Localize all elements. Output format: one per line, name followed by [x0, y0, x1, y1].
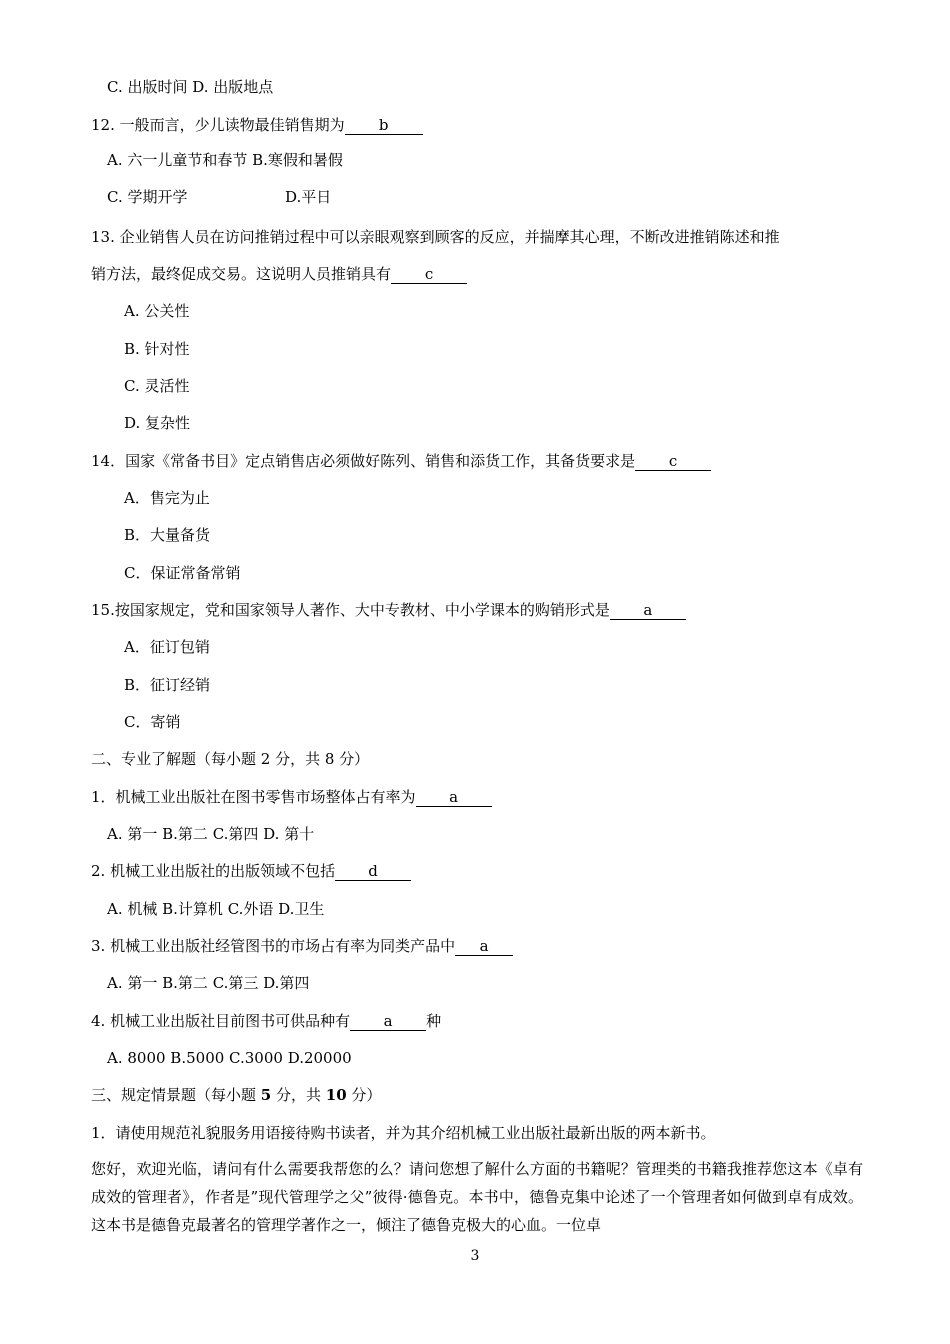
q13-answer: c — [391, 265, 467, 284]
q12-text: 12. 一般而言，少儿读物最佳销售期为 — [91, 116, 345, 134]
q11-option-cd: C. 出版时间 D. 出版地点 — [107, 78, 274, 96]
sec3-post: 分） — [346, 1086, 382, 1104]
s2-q2-options: A. 机械 B.计算机 C.外语 D.卫生 — [107, 900, 325, 918]
q14-option-b: B．大量备货 — [124, 526, 211, 544]
s2-q1-stem — [91, 787, 492, 807]
q14-text: 14．国家《常备书目》定点销售店必须做好陈列、销售和添货工作，其备货要求是 — [91, 452, 636, 470]
s2-q1-answer: a — [416, 788, 492, 807]
sec3-pre: 三、规定情景题（每小题 — [91, 1086, 261, 1104]
s2-q1-options: A. 第一 B.第二 C.第四 D. 第十 — [107, 825, 315, 843]
q15-option-b: B．征订经销 — [124, 676, 211, 694]
sec3-mid: 分，共 — [271, 1086, 326, 1104]
q13-option-b: B. 针对性 — [124, 340, 190, 358]
q12-stem — [91, 115, 423, 135]
section-3-heading — [91, 1085, 381, 1105]
q14-stem — [91, 451, 711, 471]
q12-option-ab: A. 六一儿童节和春节 B.寒假和暑假 — [107, 151, 343, 169]
sec3-total: 10 — [325, 1086, 347, 1104]
q15-stem — [91, 600, 686, 620]
q13-option-a: A. 公关性 — [124, 302, 190, 320]
q14-option-c: C．保证常备常销 — [124, 564, 241, 582]
s3-q1-stem: 1．请使用规范礼貌服务用语接待购书读者，并为其介绍机械工业出版社最新出版的两本新书。 — [91, 1124, 716, 1142]
q12-option-d: D.平日 — [285, 188, 332, 206]
s2-q4-options: A. 8000 B.5000 C.3000 D.20000 — [107, 1049, 352, 1067]
s2-q3-text: 3. 机械工业出版社经管图书的市场占有率为同类产品中 — [91, 937, 456, 955]
s2-q4-suffix: 种 — [426, 1012, 442, 1030]
s2-q1-text: 1．机械工业出版社在图书零售市场整体占有率为 — [91, 788, 416, 806]
q12-answer: b — [345, 116, 423, 135]
q15-option-a: A．征订包销 — [124, 638, 210, 656]
s2-q2-stem — [91, 861, 411, 881]
q13-option-c: C. 灵活性 — [124, 377, 190, 395]
q14-option-a: A．售完为止 — [124, 489, 210, 507]
page-number: 3 — [470, 1248, 480, 1264]
q15-answer: a — [610, 601, 686, 620]
s2-q4-answer: a — [350, 1012, 426, 1031]
s2-q3-options: A. 第一 B.第二 C.第三 D.第四 — [107, 974, 310, 992]
sec3-points: 5 — [260, 1086, 272, 1104]
s2-q3-stem — [91, 936, 513, 956]
q13-option-d: D. 复杂性 — [124, 414, 191, 432]
q15-text: 15.按国家规定，党和国家领导人著作、大中专教材、中小学课本的购销形式是 — [91, 601, 610, 619]
s2-q4-text: 4. 机械工业出版社目前图书可供品种有 — [91, 1012, 351, 1030]
q14-answer: c — [635, 452, 711, 471]
q12-option-c: C. 学期开学 — [107, 188, 188, 206]
q13-stem-1: 13. 企业销售人员在访问推销过程中可以亲眼观察到顾客的反应，并揣摩其心理，不断改进推销陈述和推 — [91, 228, 780, 246]
s2-q3-answer: a — [455, 937, 513, 956]
q13-text: 销方法，最终促成交易。这说明人员推销具有 — [91, 265, 392, 283]
s2-q2-text: 2. 机械工业出版社的出版领域不包括 — [91, 862, 336, 880]
q13-stem-2 — [91, 264, 467, 284]
s3-q1-answer-paragraph: 您好，欢迎光临，请问有什么需要我帮您的么？请问您想了解什么方面的书籍呢？管理类的书籍我推荐您这本《卓有成效的管理者》，作者是”现代管理学之父”彼得·德鲁克。本书中，德鲁克集中论述了一个管理者如何做到卓有成效。这本书是德鲁克最著名的管理学著作之一，倾注了德鲁克极大的心血。一位卓 — [91, 1160, 863, 1234]
section-2-heading: 二、专业了解题（每小题 2 分，共 8 分） — [91, 750, 370, 768]
s2-q4-stem — [91, 1011, 441, 1031]
q15-option-c: C．寄销 — [124, 713, 181, 731]
s2-q2-answer: d — [335, 862, 411, 881]
